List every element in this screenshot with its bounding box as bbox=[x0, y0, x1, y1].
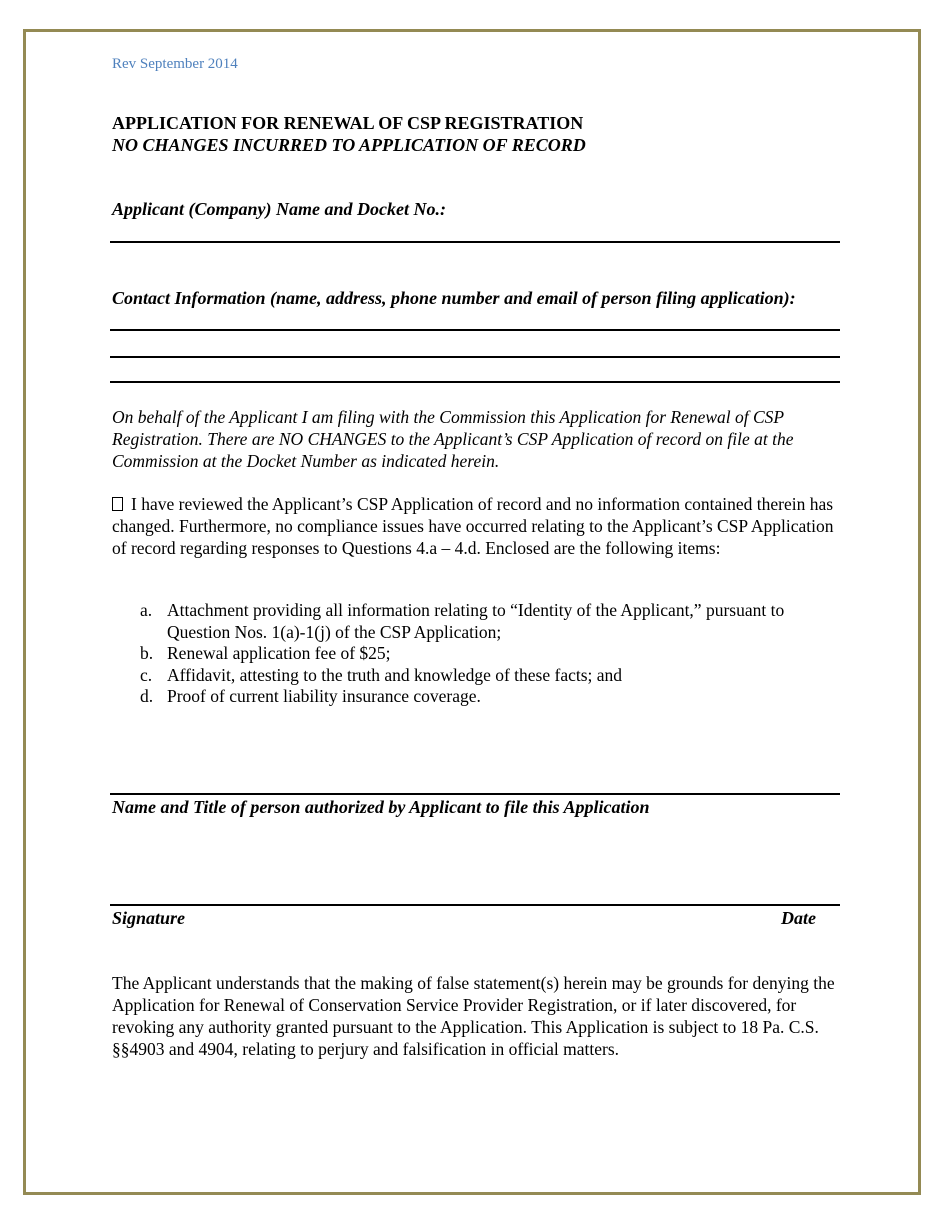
contact-field-line-2[interactable] bbox=[110, 356, 840, 358]
name-title-label: Name and Title of person authorized by Applicant to file this Application bbox=[112, 797, 650, 817]
signature-label: Signature bbox=[112, 908, 186, 928]
contact-info-label: Contact Information (name, address, phone number and email of person filing application): bbox=[112, 288, 796, 308]
signature-field[interactable] bbox=[110, 904, 840, 906]
list-item-text: Affidavit, attesting to the truth and knowledge of these facts; and bbox=[167, 664, 623, 685]
list-item bbox=[140, 643, 840, 665]
list-marker: a. bbox=[140, 600, 153, 620]
applicant-label: Applicant (Company) Name and Docket No.: bbox=[112, 199, 446, 219]
list-item bbox=[140, 600, 840, 643]
list-item bbox=[140, 686, 840, 708]
enclosed-items-list bbox=[140, 600, 840, 708]
date-label: Date bbox=[781, 908, 816, 928]
list-item-text: Attachment providing all information relating to “Identity of the Applicant,” pursuant to Question Nos. 1(a)-1(j) of the CSP Application; bbox=[167, 600, 785, 642]
name-title-field[interactable] bbox=[110, 793, 840, 795]
list-marker: b. bbox=[140, 643, 154, 663]
document-subtitle: NO CHANGES INCURRED TO APPLICATION OF RECORD bbox=[112, 135, 586, 155]
list-marker: c. bbox=[140, 664, 153, 685]
list-marker: d. bbox=[140, 686, 154, 706]
applicant-name-field[interactable] bbox=[110, 241, 840, 243]
list-item-text: Renewal application fee of $25; bbox=[167, 643, 391, 663]
certification-text: I have reviewed the Applicant’s CSP Application of record and no information contained therein has changed. Furthermore, no compliance issues have occurred relating to the Applicant’s CSP Application of record regarding responses to Questions 4.a – 4.d. Enclosed are the following items: bbox=[112, 494, 834, 558]
document-title: APPLICATION FOR RENEWAL OF CSP REGISTRATION bbox=[112, 113, 584, 133]
contact-field-line-1[interactable] bbox=[110, 329, 840, 331]
revision-date: Rev September 2014 bbox=[112, 56, 238, 72]
list-item bbox=[140, 665, 840, 687]
contact-field-line-3[interactable] bbox=[110, 381, 840, 383]
filing-statement: On behalf of the Applicant I am filing with the Commission this Application for Renewal of CSP Registration. There are NO CHANGES to the Applicant’s CSP Application of record on file at the Commission at the Docket Number as indicated herein. bbox=[112, 407, 794, 471]
list-item-text: Proof of current liability insurance coverage. bbox=[167, 686, 481, 706]
certification-paragraph bbox=[112, 493, 838, 559]
certification-checkbox[interactable] bbox=[112, 497, 123, 511]
legal-disclaimer: The Applicant understands that the making of false statement(s) herein may be grounds for denying the Application for Renewal of Conservation Service Provider Registration, or if later discovered, for revoking any authority granted pursuant to the Application. This Application is subject to 18 Pa. C.S. §§4903 and 4904, relating to perjury and falsification in official matters. bbox=[112, 973, 835, 1059]
